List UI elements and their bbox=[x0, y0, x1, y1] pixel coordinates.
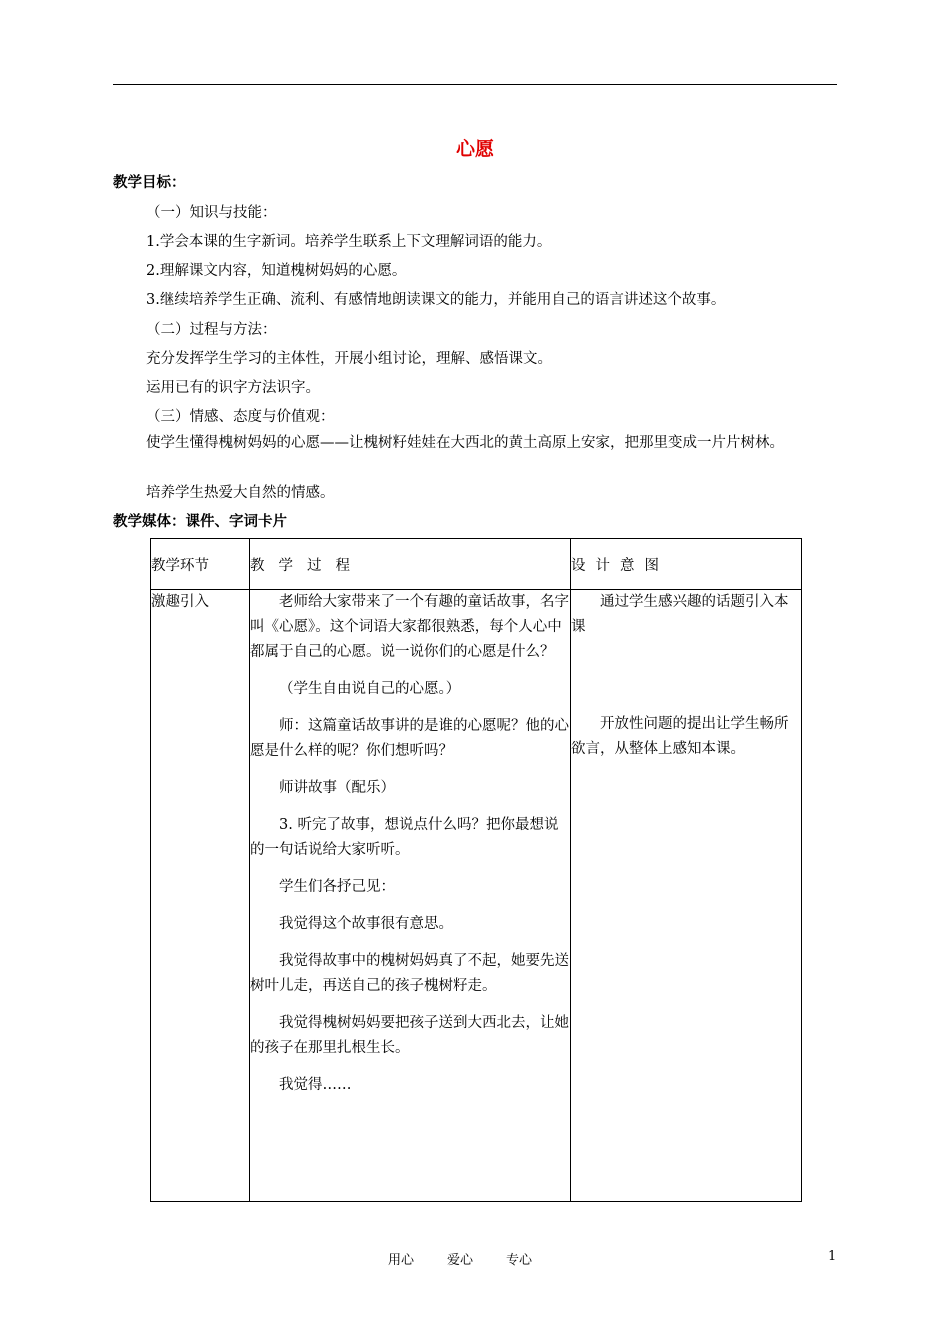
footer-word: 专心 bbox=[506, 1253, 533, 1268]
table-header-row bbox=[151, 539, 802, 590]
objective-item-1: 1.学会本课的生字新词。培养学生联系上下文理解词语的能力。 bbox=[146, 234, 552, 250]
process-paragraph: 我觉得槐树妈妈要把孩子送到大西北去，让她的孩子在那里扎根生长。 bbox=[250, 1015, 569, 1056]
process-paragraph: 学生们各抒己见： bbox=[279, 879, 395, 895]
process-paragraph: 老师给大家带来了一个有趣的童话故事，名字叫《心愿》。这个词语大家都很熟悉，每个人心中都属于自己的心愿。说一说你们的心愿是什么？ bbox=[250, 594, 569, 660]
process-paragraph: 我觉得…… bbox=[279, 1077, 352, 1093]
header-process: 教学过程 bbox=[250, 539, 571, 590]
media-heading: 教学媒体：课件、字词卡片 bbox=[113, 514, 287, 530]
process-cell bbox=[250, 590, 571, 1202]
process-paragraph: （学生自由说自己的心愿。） bbox=[279, 681, 461, 697]
stage-cell: 激趣引入 bbox=[151, 590, 250, 1202]
section-knowledge-skills: （一）知识与技能： bbox=[146, 205, 277, 221]
header-intent: 设计意图 bbox=[571, 539, 802, 590]
section-emotion-values: （三）情感、态度与价值观： bbox=[146, 409, 335, 425]
header-stage: 教学环节 bbox=[151, 539, 250, 590]
intent-paragraph: 通过学生感兴趣的话题引入本课 bbox=[571, 594, 789, 635]
header-rule bbox=[113, 84, 837, 85]
section-process-method: （二）过程与方法： bbox=[146, 322, 277, 338]
value-item-1: 使学生懂得槐树妈妈的心愿——让槐树籽娃娃在大西北的黄土高原上安家，把那里变成一片片树林。 bbox=[146, 435, 784, 451]
process-paragraph: 我觉得这个故事很有意思。 bbox=[279, 916, 453, 932]
method-item-2: 运用已有的识字方法识字。 bbox=[146, 380, 320, 396]
process-paragraph: 3. 听完了故事，想说点什么吗？把你最想说的一句话说给大家听听。 bbox=[250, 817, 559, 858]
value-item-2: 培养学生热爱大自然的情感。 bbox=[146, 485, 335, 501]
lesson-plan-table bbox=[150, 538, 802, 1202]
process-paragraph: 师讲故事（配乐） bbox=[279, 780, 395, 796]
objectives-heading: 教学目标： bbox=[113, 175, 186, 191]
intent-cell bbox=[571, 590, 802, 1202]
footer-word: 用心 bbox=[388, 1253, 415, 1268]
objective-item-2: 2.理解课文内容，知道槐树妈妈的心愿。 bbox=[146, 263, 407, 279]
process-paragraph: 师：这篇童话故事讲的是谁的心愿呢？他的心愿是什么样的呢？你们想听吗？ bbox=[250, 718, 569, 759]
objective-item-3: 3.继续培养学生正确、流利、有感情地朗读课文的能力，并能用自己的语言讲述这个故事。 bbox=[146, 292, 726, 308]
intent-paragraph: 开放性问题的提出让学生畅所欲言，从整体上感知本课。 bbox=[571, 716, 789, 757]
page-number: 1 bbox=[828, 1249, 837, 1264]
process-paragraph: 我觉得故事中的槐树妈妈真了不起，她要先送树叶儿走，再送自己的孩子槐树籽走。 bbox=[250, 953, 569, 994]
document-title: 心愿 bbox=[455, 138, 494, 160]
method-item-1: 充分发挥学生学习的主体性，开展小组讨论，理解、感悟课文。 bbox=[146, 351, 552, 367]
table-row bbox=[151, 590, 802, 1202]
footer-word: 爱心 bbox=[447, 1253, 474, 1268]
